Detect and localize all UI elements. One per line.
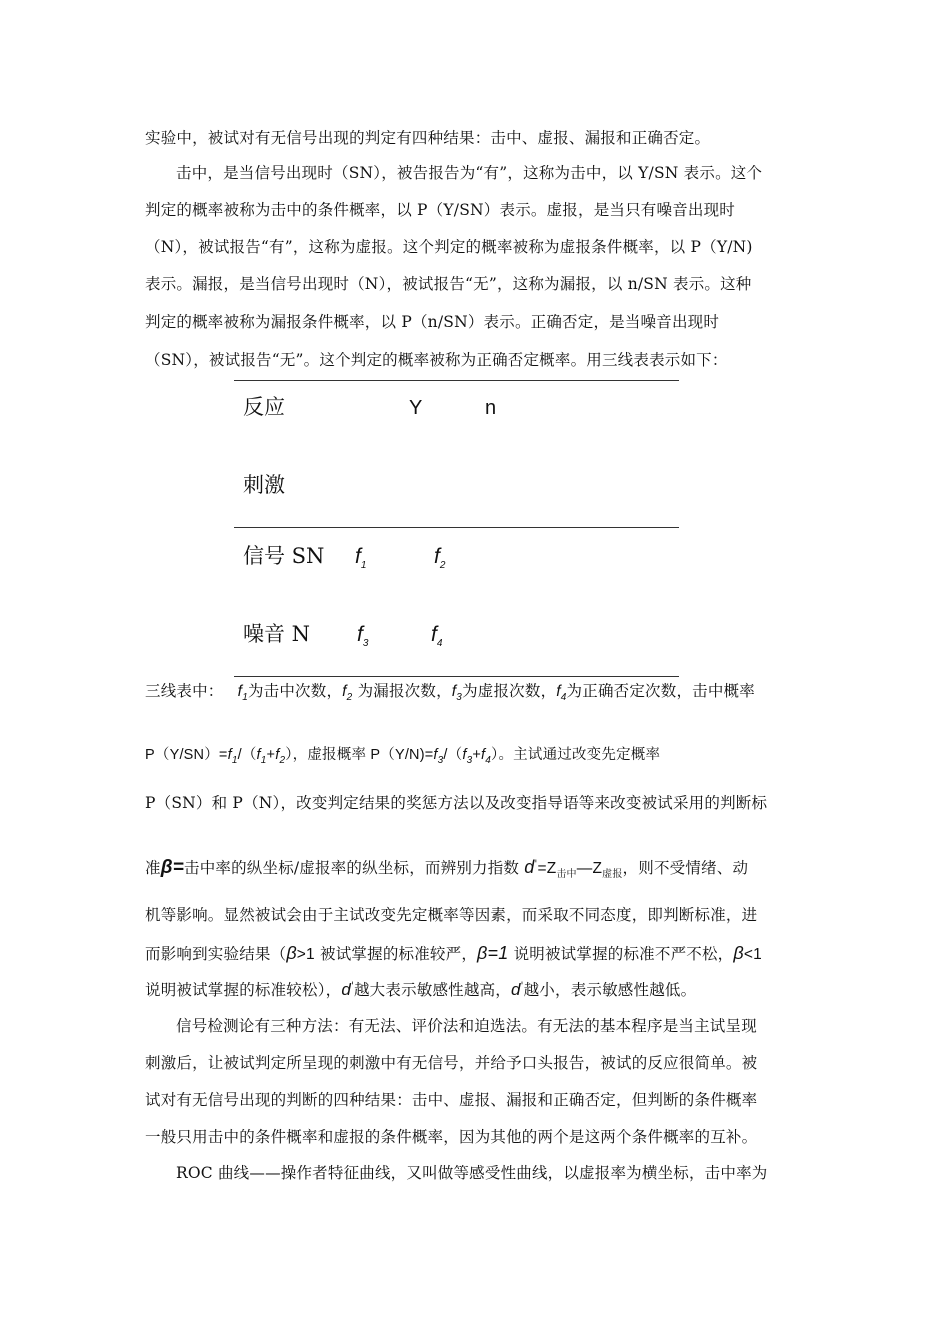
table-mid-rule [234,527,679,528]
paragraph-hit-line: 判定的概率被称为漏报条件概率，以 P（n/SN）表示。正确否定，是当噪音出现时 [145,313,720,331]
paragraph-hit-line: （N），被试报告“有”，这称为虚报。这个判定的概率被称为虚报条件概率，以 P（Y/N) [145,238,753,256]
methods-paragraph-line: 信号检测论有三种方法：有无法、评价法和迫选法。有无法的基本程序是当主试呈现 [176,1017,757,1035]
prior-probability-line: P（SN）和 P（N），改变判定结果的奖惩方法以及改变指导语等来改变被试采用的判断标 [145,794,768,812]
table-top-rule [234,380,679,381]
paragraph-hit-line: 击中，是当信号出现时（SN），被告报告为“有”，这称为击中，以 Y/SN 表示。这个 [176,164,763,182]
table-cell-f4: $f_4$ [431,623,443,650]
criterion-line: 机等影响。显然被试会由于主试改变先定概率等因素，而采取不同态度，即判断标准，进 [145,906,758,924]
beta-definition-line: 准β=击中率的纵坐标/虚报率的纵坐标，而辨别力指数 $d'=Z_{击中}—Z_{虚报}$，则不受情绪、动 [145,857,749,881]
table-explanation-line: 三线表中： $f_1$为击中次数，$f_2$ 为漏报次数，$f_3$为虚报次数，$f_4$为正确否定次数，击中概率 [145,682,755,704]
table-cell-f2: $f_2$ [434,545,446,572]
table-cell-f3: $f_3$ [357,623,369,650]
roc-paragraph-line: ROC 曲线——操作者特征曲线，又叫做等感受性曲线，以虚报率为横坐标，击中率为 [176,1164,768,1182]
table-row-signal-label: 信号 SN [243,544,325,568]
probability-formula-line: $P(Y/SN)=f_1/(f_1+f_2)$，虚报概率 $P(Y/N)=f_3/(f_3+f_4)$。主试通过改变先定概率 [145,747,661,766]
paragraph-hit-line: 判定的概率被称为击中的条件概率，以 P（Y/SN）表示。虚报，是当只有噪音出现时 [145,201,735,219]
table-header-response: 反应 [243,395,285,419]
paragraph-outcomes: 实验中，被试对有无信号出现的判定有四种结果：击中、虚报、漏报和正确否定。 [145,129,711,147]
methods-paragraph-line: 试对有无信号出现的判断的四种结果：击中、虚报、漏报和正确否定，但判断的条件概率 [145,1091,758,1109]
table-bottom-rule [234,676,679,677]
table-row-noise-label: 噪音 N [243,622,311,646]
criterion-beta-line: 而影响到实验结果（β>1 被试掌握的标准较严，β=1 说明被试掌握的标准不严不松，β<1 [145,943,762,963]
paragraph-hit-line: （SN），被试报告“无”。这个判定的概率被称为正确否定概率。用三线表表示如下： [145,351,728,369]
methods-paragraph-line: 刺激后，让被试判定所呈现的刺激中有无信号，并给予口头报告，被试的反应很简单。被 [145,1054,758,1072]
sensitivity-line: 说明被试掌握的标准较松），d'越大表示敏感性越高，d'越小，表示敏感性越低。 [145,980,697,999]
table-header-n: n [485,397,497,419]
table-cell-f1: $f_1$ [355,545,367,572]
table-header-y: Y [409,397,423,419]
table-header-stimulus: 刺激 [243,473,285,497]
methods-paragraph-line: 一般只用击中的条件概率和虚报的条件概率，因为其他的两个是这两个条件概率的互补。 [145,1128,758,1146]
paragraph-hit-line: 表示。漏报，是当信号出现时（N），被试报告“无”，这称为漏报，以 n/SN 表示。这种 [145,275,752,293]
